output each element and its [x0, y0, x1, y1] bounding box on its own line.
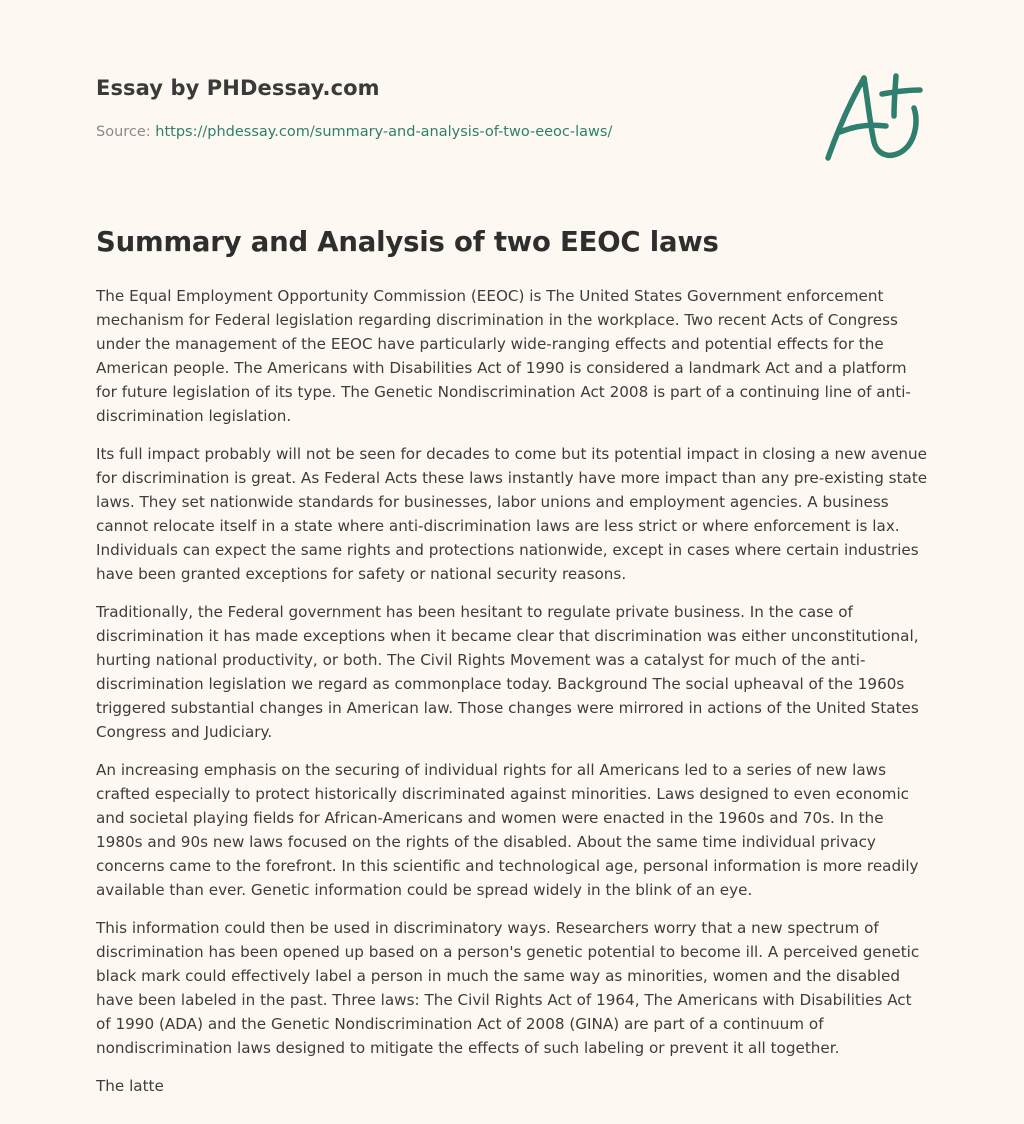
document-page — [96, 0, 930, 1124]
essay-paragraph: Its full impact probably will not be seen for decades to come but its potential impact in closing a new avenue for discrimination is great. As Federal Acts these laws instantly have more impact than any pre-existing state laws. They set nationwide standards for businesses, labor unions and employment agencies. A business cannot relocate itself in a state where anti-discrimination laws are less strict or where enforcement is lax. Individuals can expect the same rights and protections nationwide, except in cases where certain industries have been granted exceptions for safety or national security reasons. — [96, 445, 928, 583]
essay-paragraph: An increasing emphasis on the securing of individual rights for all Americans led to a series of new laws crafted especially to protect historically discriminated against minorities. Laws designed to even economic and societal playing fields for African-Americans and women were enacted in the 1960s and 70s. In the 1980s and 90s new laws focused on the rights of the disabled. About the same time individual privacy concerns came to the forefront. In this scientific and technological age, personal information is more readily available than ever. Genetic information could be spread widely in the blink of an eye. — [96, 761, 919, 899]
essay-body — [96, 284, 930, 1112]
source-label: Source: — [96, 124, 156, 140]
document-header — [96, 76, 930, 176]
site-title: Essay by PHDessay.com — [96, 76, 380, 100]
source-line — [96, 124, 612, 140]
essay-paragraph: This information could then be used in discriminatory ways. Researchers worry that a new spectrum of discrimination has been opened up based on a person's genetic potential to become ill. A perceived genetic black mark could effectively label a person in much the same way as minorities, women and the disabled have been labeled in the past. Three laws: The Civil Rights Act of 1964, The Americans with Disabilities Act of 1990 (ADA) and the Genetic Nondiscrimination Act of 2008 (GINA) are part of a continuum of nondiscrimination laws designed to mitigate the effects of such labeling or prevent it all together. — [96, 919, 920, 1057]
essay-paragraph: The Equal Employment Opportunity Commission (EEOC) is The United States Government enforcement mechanism for Federal legislation regarding discrimination in the workplace. Two recent Acts of Congress under the management of the EEOC have particularly wide-ranging effects and potential effects for the American people. The Americans with Disabilities Act of 1990 is considered a landmark Act and a platform for future legislation of its type. The Genetic Nondiscrimination Act 2008 is part of a continuing line of anti-discrimination legislation. — [96, 287, 911, 425]
essay-paragraph: Traditionally, the Federal government has been hesitant to regulate private business. In the case of discrimination it has made exceptions when it became clear that discrimination was either unconstitutional, hurting national productivity, or both. The Civil Rights Movement was a catalyst for much of the anti-discrimination legislation we regard as commonplace today. Background The social upheaval of the 1960s triggered substantial changes in American law. Those changes were mirrored in actions of the United States Congress and Judiciary. — [96, 603, 919, 741]
a-plus-logo-icon — [824, 68, 926, 164]
essay-title: Summary and Analysis of two EEOC laws — [96, 226, 719, 258]
essay-paragraph-truncated: The latte — [96, 1077, 164, 1095]
source-link[interactable]: https://phdessay.com/summary-and-analysis-of-two-eeoc-laws/ — [155, 124, 613, 140]
